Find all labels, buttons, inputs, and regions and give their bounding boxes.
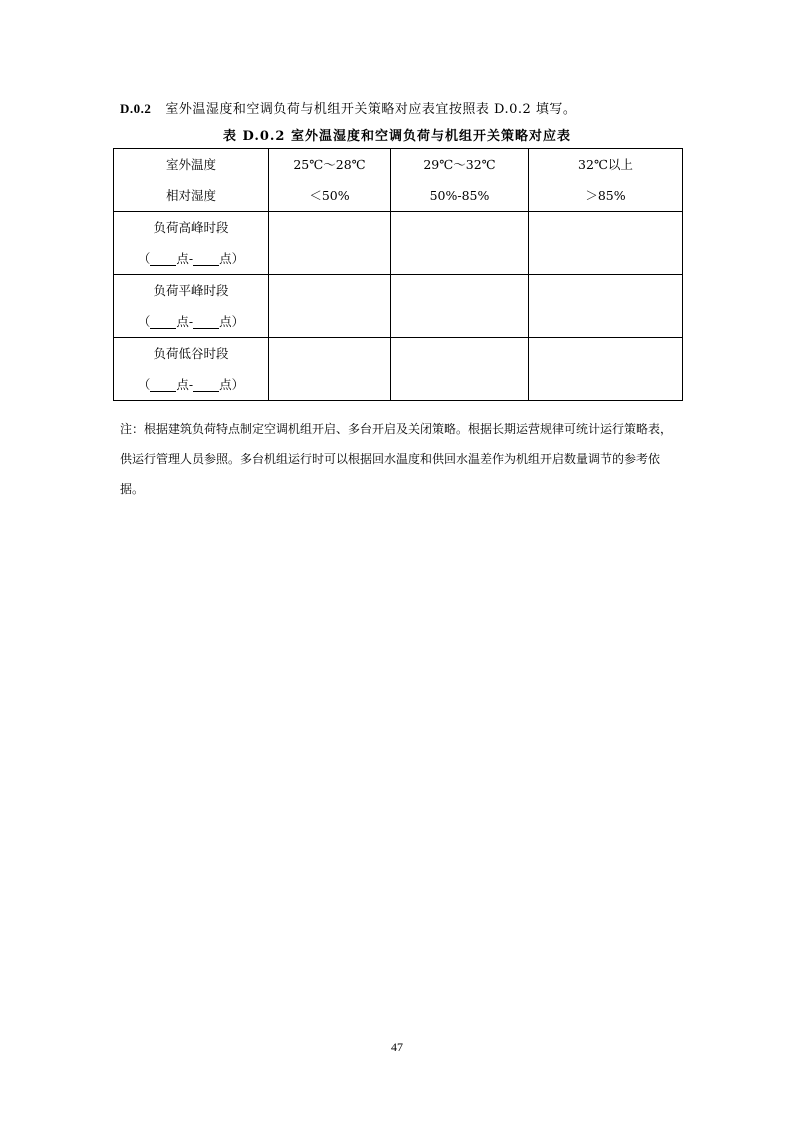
header-row bbox=[114, 149, 683, 212]
blank-field[interactable] bbox=[150, 377, 176, 392]
row-label-cell bbox=[114, 212, 269, 275]
blank-field[interactable] bbox=[150, 314, 176, 329]
humidity-range: ＞85% bbox=[585, 188, 626, 203]
header-cell-3 bbox=[529, 149, 683, 212]
table-caption: 表 D.0.2 室外温湿度和空调负荷与机组开关策略对应表 bbox=[222, 129, 571, 144]
empty-cell[interactable] bbox=[391, 212, 529, 275]
blank-field[interactable] bbox=[150, 251, 176, 266]
table-note bbox=[120, 414, 680, 504]
empty-cell[interactable] bbox=[269, 275, 391, 338]
row-label-cell bbox=[114, 338, 269, 401]
period-time-range: （ 点- 点） bbox=[137, 314, 245, 329]
clause-text: 室外温湿度和空调负荷与机组开关策略对应表宜按照表 D.0.2 填写。 bbox=[165, 102, 577, 117]
header-cell-2 bbox=[391, 149, 529, 212]
humidity-range: 50%-85% bbox=[429, 188, 490, 203]
strategy-table bbox=[113, 148, 683, 401]
outdoor-temp-label: 室外温度 bbox=[165, 157, 216, 172]
empty-cell[interactable] bbox=[269, 212, 391, 275]
period-label: 负荷高峰时段 bbox=[153, 220, 229, 235]
period-label: 负荷低谷时段 bbox=[153, 346, 229, 361]
header-label-cell bbox=[114, 149, 269, 212]
clause-number: D.0.2 bbox=[120, 101, 152, 116]
blank-field[interactable] bbox=[193, 314, 219, 329]
blank-field[interactable] bbox=[193, 251, 219, 266]
empty-cell[interactable] bbox=[529, 338, 683, 401]
header-cell-1 bbox=[269, 149, 391, 212]
empty-cell[interactable] bbox=[391, 338, 529, 401]
table-row bbox=[114, 338, 683, 401]
period-time-range: （ 点- 点） bbox=[137, 251, 245, 266]
temp-range: 25℃～28℃ bbox=[293, 157, 366, 172]
empty-cell[interactable] bbox=[529, 212, 683, 275]
table-row bbox=[114, 275, 683, 338]
humidity-range: ＜50% bbox=[309, 188, 350, 203]
page-number: 47 bbox=[391, 1040, 403, 1054]
note-line-1: 注：根据建筑负荷特点制定空调机组开启、多台开启及关闭策略。根据长期运营规律可统计运行策略表， bbox=[120, 422, 673, 436]
period-label: 负荷平峰时段 bbox=[153, 283, 229, 298]
clause-paragraph bbox=[120, 98, 576, 117]
empty-cell[interactable] bbox=[269, 338, 391, 401]
temp-range: 32℃以上 bbox=[578, 157, 633, 172]
temp-range: 29℃～32℃ bbox=[423, 157, 496, 172]
empty-cell[interactable] bbox=[391, 275, 529, 338]
period-time-range: （ 点- 点） bbox=[137, 377, 245, 392]
humidity-label: 相对湿度 bbox=[165, 188, 216, 203]
note-line-2: 供运行管理人员参照。多台机组运行时可以根据回水温度和供回水温差作为机组开启数量调节的参考依据。 bbox=[120, 452, 661, 496]
empty-cell[interactable] bbox=[529, 275, 683, 338]
row-label-cell bbox=[114, 275, 269, 338]
table-row bbox=[114, 212, 683, 275]
blank-field[interactable] bbox=[193, 377, 219, 392]
